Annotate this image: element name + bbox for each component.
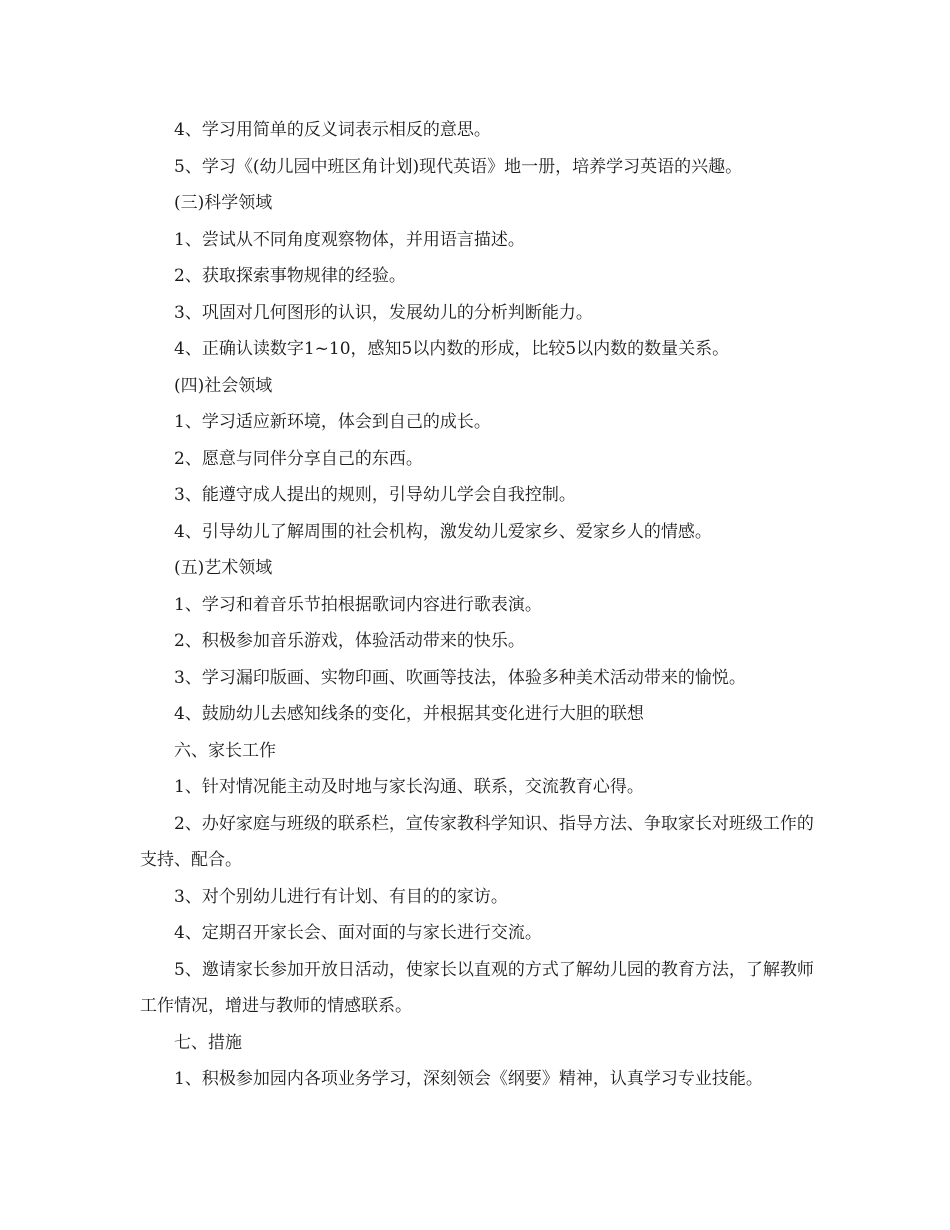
paragraph-15: 2、积极参加音乐游戏，体验活动带来的快乐。 — [174, 631, 525, 651]
paragraph-23: 5、邀请家长参加开放日活动，使家长以直观的方式了解幼儿园的教育方法，了解教师工作情况，增进与教师的情感联系。 — [140, 959, 814, 1016]
paragraph-19: 1、针对情况能主动及时地与家长沟通、联系，交流教育心得。 — [174, 777, 644, 797]
paragraph-10: 2、愿意与同伴分享自己的东西。 — [174, 448, 423, 469]
paragraph-20: 2、办好家庭与班级的联系栏，宣传家教科学知识、指导方法、争取家长对班级工作的支持、配合。 — [140, 813, 814, 870]
paragraph-17: 4、鼓励幼儿去感知线条的变化，并根据其变化进行大胆的联想 — [174, 704, 644, 724]
paragraph-21: 3、对个别幼儿进行有计划、有目的的家访。 — [174, 886, 508, 907]
paragraph-2: 5、学习《(幼儿园中班区角计划)现代英语》地一册，培养学习英语的兴趣。 — [174, 156, 743, 177]
paragraph-4: 1、尝试从不同角度观察物体，并用语言描述。 — [174, 229, 525, 250]
document-body — [140, 112, 830, 1098]
paragraph-1: 4、学习用简单的反义词表示相反的意思。 — [174, 120, 491, 140]
paragraph-6: 3、巩固对几何图形的认识，发展幼儿的分析判断能力。 — [174, 302, 593, 323]
section-heading-science: (三)科学领域 — [174, 193, 273, 213]
section-heading-measures: 七、措施 — [174, 1032, 242, 1053]
paragraph-14: 1、学习和着音乐节拍根据歌词内容进行歌表演。 — [174, 594, 542, 615]
section-heading-social: (四)社会领域 — [174, 375, 273, 396]
paragraph-9: 1、学习适应新环境，体会到自己的成长。 — [174, 412, 491, 432]
section-heading-art: (五)艺术领域 — [174, 558, 273, 578]
paragraph-22: 4、定期召开家长会、面对面的与家长进行交流。 — [174, 923, 542, 943]
paragraph-16: 3、学习漏印版画、实物印画、吹画等技法，体验多种美术活动带来的愉悦。 — [174, 667, 746, 688]
section-heading-parents: 六、家长工作 — [174, 740, 276, 761]
paragraph-12: 4、引导幼儿了解周围的社会机构，激发幼儿爱家乡、爱家乡人的情感。 — [174, 521, 712, 542]
paragraph-7: 4、正确认读数字1~10，感知5以内数的形成，比较5以内数的数量关系。 — [174, 339, 730, 359]
paragraph-11: 3、能遵守成人提出的规则，引导幼儿学会自我控制。 — [174, 485, 576, 505]
paragraph-5: 2、获取探索事物规律的经验。 — [174, 266, 406, 286]
paragraph-25: 1、积极参加园内各项业务学习，深刻领会《纲要》精神，认真学习专业技能。 — [174, 1069, 763, 1089]
